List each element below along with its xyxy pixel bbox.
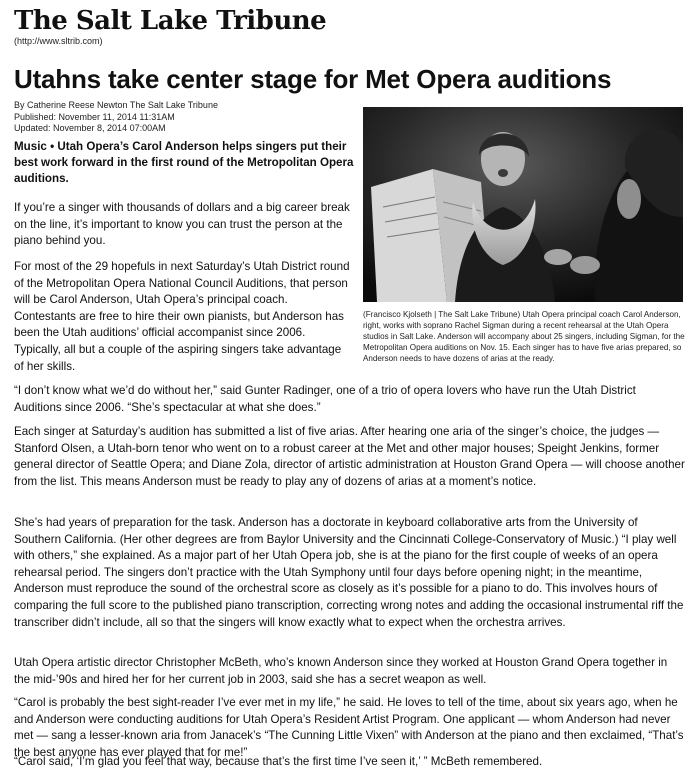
photo-caption: (Francisco Kjolseth | The Salt Lake Tribune) Utah Opera principal coach Carol Anderson, right, works with soprano Rachel Sigman during a recent rehearsal at the Utah Opera studios in Salt Lake. Anderson will accompany about 25 singers, including Sigman, for the Metropolitan Opera auditions on Nov. 15. Each singer has to have five arias prepared, so Anderson needs to have dozens of arias at the ready. (363, 310, 685, 363)
article-photo (363, 107, 683, 302)
article-headline: Utahns take center stage for Met Opera auditions (14, 64, 612, 94)
article-meta (14, 100, 218, 135)
paragraph: Utah Opera artistic director Christopher McBeth, who’s known Anderson since they worked at Houston Grand Opera together in the mid-’90s and hired her for her current job in 2003, said she has a secret weapon as well. (14, 656, 668, 686)
article-lede: Music • Utah Opera’s Carol Anderson helps singers put their best work forward in the first round of the Metropolitan Opera auditions. (14, 140, 354, 185)
masthead-logo[interactable]: The Salt Lake Tribune (14, 6, 327, 36)
paragraph: She’s had years of preparation for the task. Anderson has a doctorate in keyboard collaborative arts from the University of Southern California. (Her other degrees are from Baylor University and the Cincinnati College-Conservatory of Music.) “I play well with others,” she explained. As a major part of her Utah Opera job, she is at the piano for the first couple of weeks of an opera rehearsal period. The singers don’t practice with the Utah Symphony until four days before opening night; in the meantime, Anderson must reproduce the sound of the orchestral score as closely as it’s possible for a piano to do. This involves hours of comparing the full score to the published piano transcription, correcting wrong notes and adding the occasional instrumental riff the transcriber didn’t include, all so that the singers will know exactly what to expect when the orchestra arrives. (14, 516, 684, 629)
published-date: Published: November 11, 2014 11:31AM (14, 111, 175, 122)
updated-date: Updated: November 8, 2014 07:00AM (14, 123, 166, 133)
masthead-url[interactable]: (http://www.sltrib.com) (14, 36, 103, 46)
paragraph: If you’re a singer with thousands of dollars and a big career break on the line, it’s important to know you can trust the person at the piano behind you. (14, 201, 350, 248)
paragraph: “Carol said, ‘I’m glad you feel that way, because that’s the first time I’ve seen it,’ ” McBeth remembered. (14, 755, 543, 768)
paragraph: “I don’t know what we’d do without her,” said Gunter Radinger, one of a trio of opera lovers who have run the Utah District Auditions since 2006. “She’s spectacular at what she does.” (14, 384, 636, 414)
paragraph: Each singer at Saturday’s audition has submitted a list of five arias. After hearing one aria of the singer’s choice, the judges — Stanford Olsen, a Utah-born tenor who went on to a robust career at the Met and other major houses; Speight Jenkins, former general director of Seattle Opera; and Diane Zola, director of artistic administration at Houston Grand Opera — will choose another from the list. This means Anderson must be ready to play any of dozens of arias at a moment’s notice. (14, 425, 685, 488)
byline: By Catherine Reese Newton The Salt Lake Tribune (14, 100, 218, 110)
paragraph: For most of the 29 hopefuls in next Saturday’s Utah District round of the Metropolitan Opera National Council Auditions, that person will be Carol Anderson, Utah Opera’s principal coach. Contestants are free to hire their own pianists, but Anderson has been the Utah auditions’ official accompanist since 2006. Typically, all but a couple of the aspiring singers take advantage of her skills. (14, 260, 350, 373)
paragraph: “Carol is probably the best sight-reader I’ve ever met in my life,” he said. He loves to tell of the time, about six years ago, when he and Anderson were conducting auditions for Utah Opera’s Resident Artist Program. One applicant — whom Anderson had never met — sang a lesser-known aria from Janacek’s “The Cunning Little Vixen” with Anderson at the piano and then exclaimed, “That’s the best anyone has ever played that for me!” (14, 696, 684, 759)
